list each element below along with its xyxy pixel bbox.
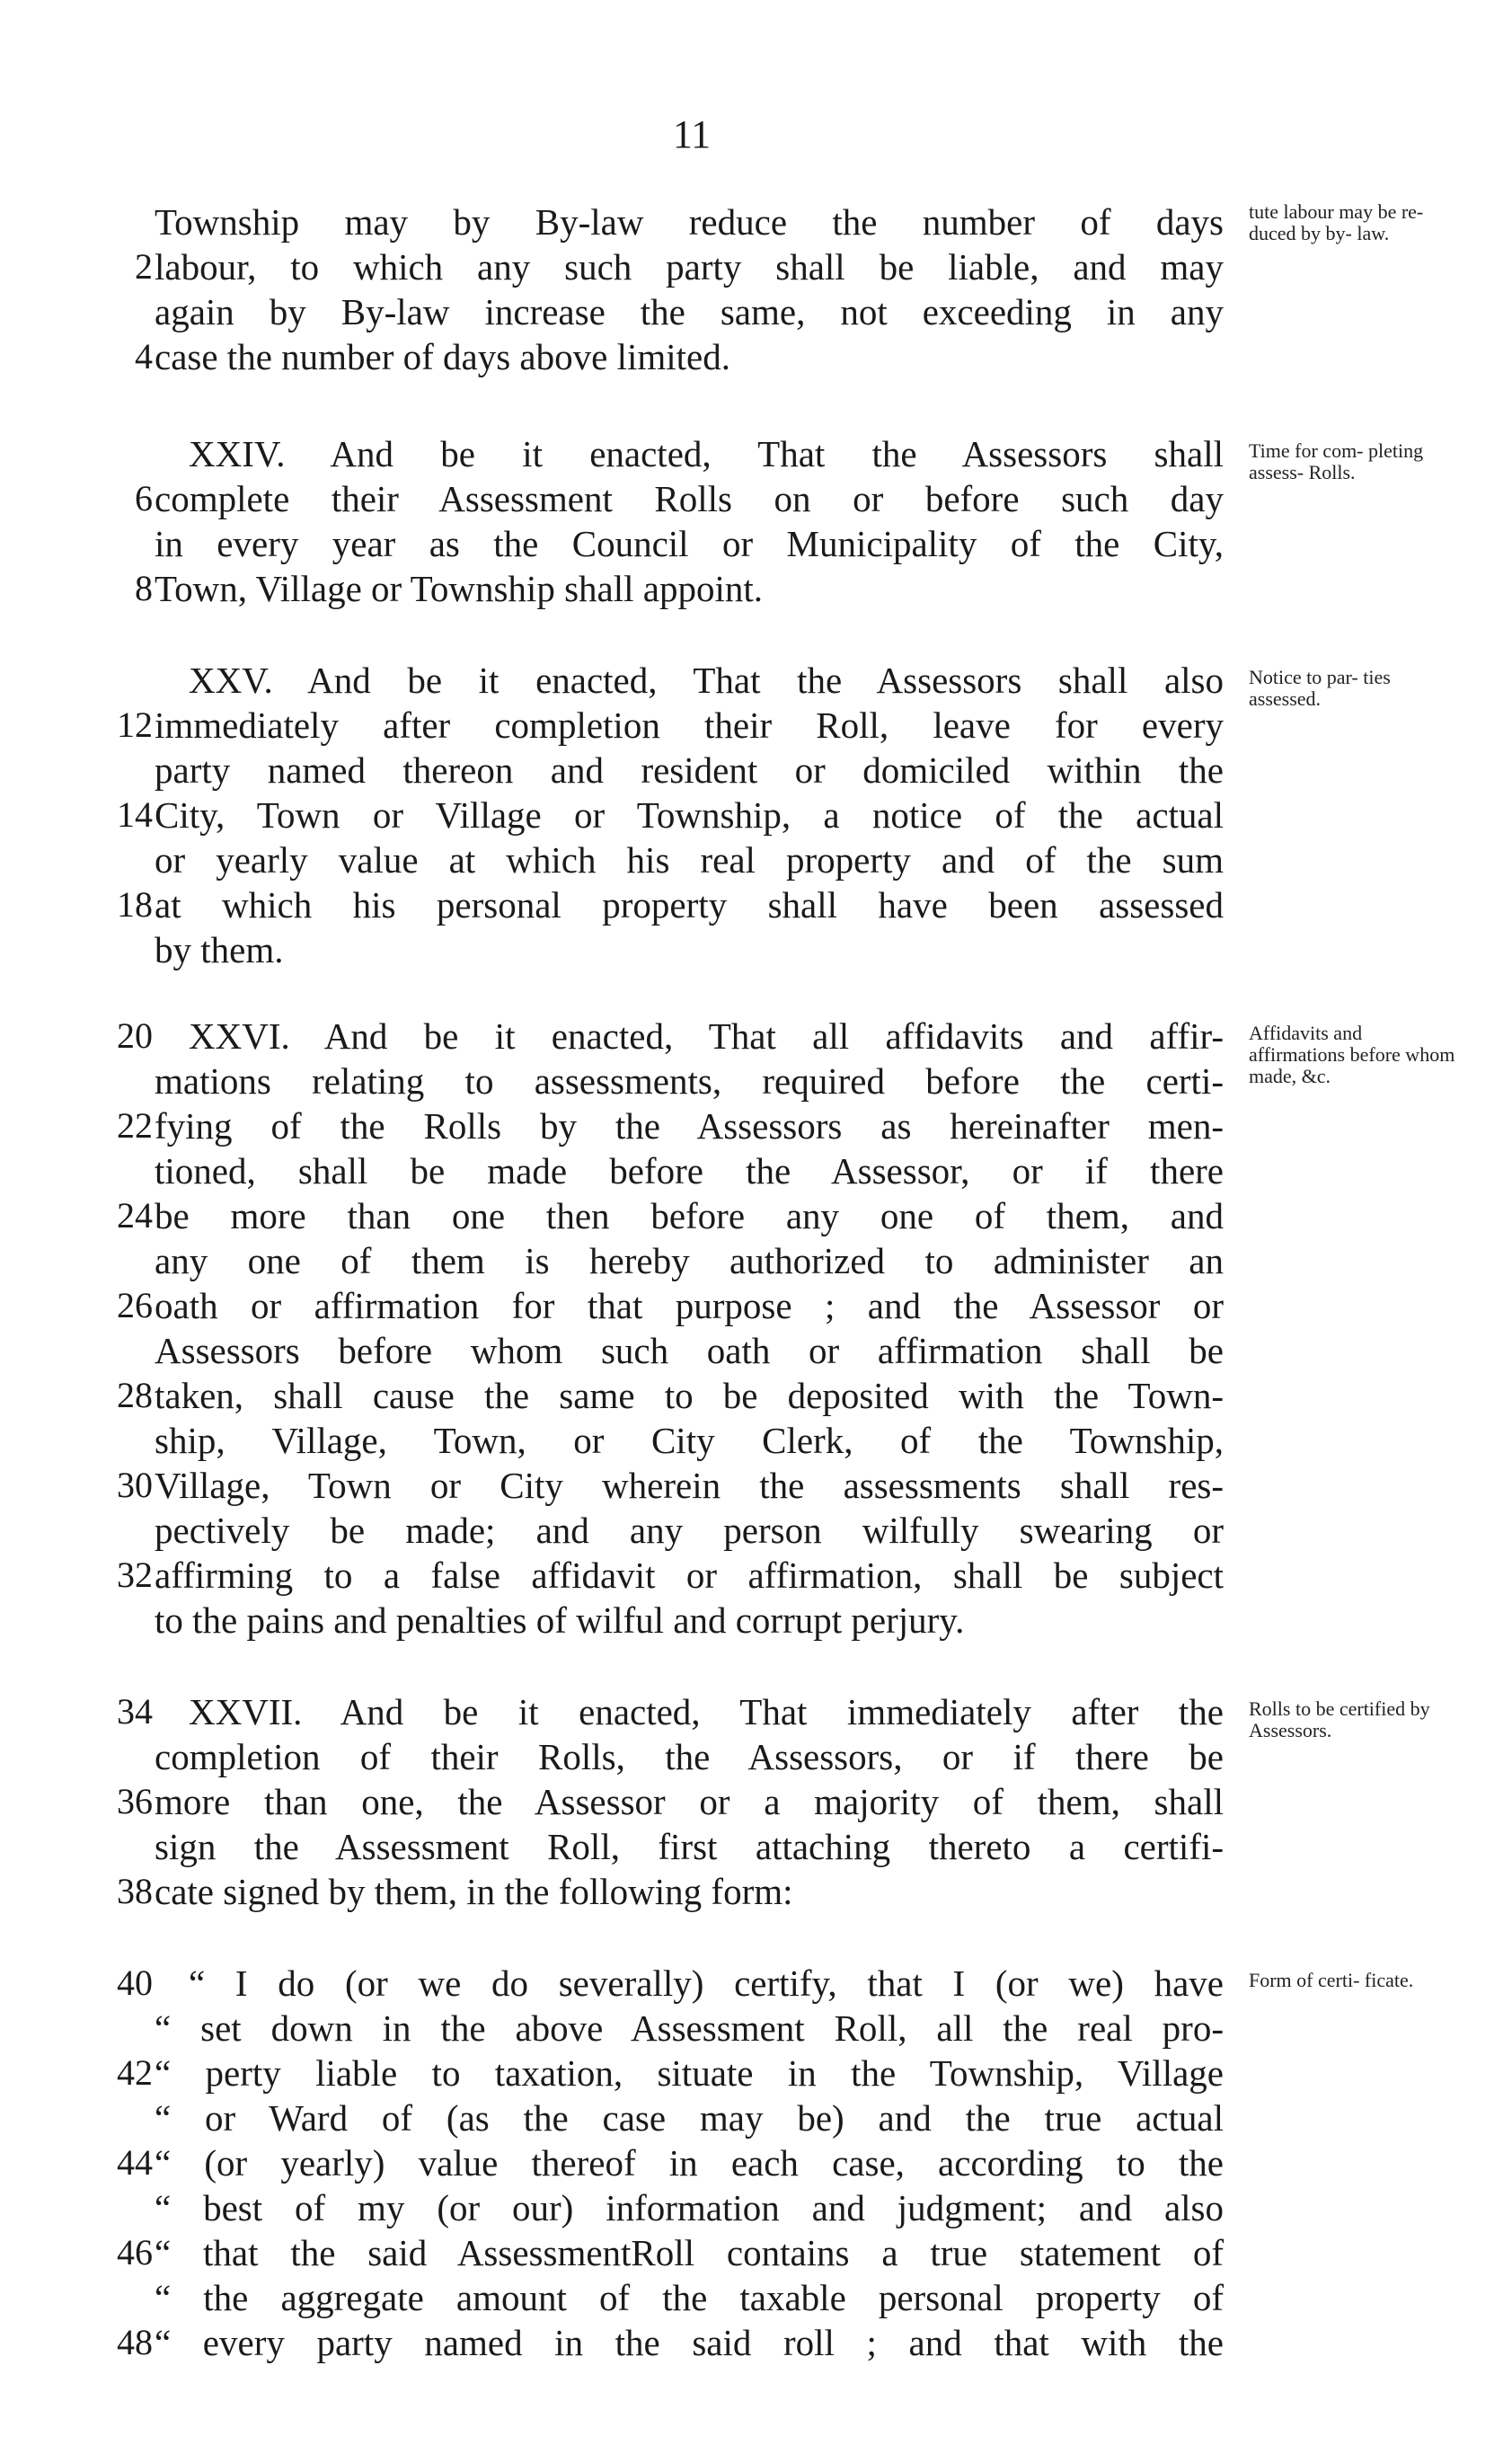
- line-text: be more than one then before any one of them, and: [155, 1195, 1224, 1236]
- text-line: [0, 2006, 1512, 2051]
- text-line: [0, 1238, 1512, 1283]
- text-line: [0, 244, 1512, 289]
- line-text: labour, to which any such party shall be liable, and may: [155, 246, 1224, 288]
- text-line: [0, 2275, 1512, 2320]
- line-number: 12: [117, 704, 153, 745]
- text-line: [0, 2320, 1512, 2365]
- line-text: pectively be made; and any person wilfully swearing or: [155, 1510, 1224, 1551]
- line-number: 22: [117, 1105, 153, 1146]
- line-text: to the pains and penalties of wilful and corrupt perjury.: [155, 1599, 965, 1641]
- text-line: [0, 882, 1512, 927]
- line-text: XXVI. And be it enacted, That all affidavits and affir-: [189, 1015, 1224, 1057]
- line-text: at which his personal property shall have been assessed: [155, 884, 1224, 926]
- line-text: “ that the said AssessmentRoll contains a true statement of: [155, 2232, 1224, 2273]
- line-number: 30: [117, 1465, 153, 1505]
- margin-note: Affidavits and affirmations before whom made, &c.: [1249, 1022, 1455, 1087]
- text-line: [0, 1598, 1512, 1643]
- line-number: 36: [117, 1781, 153, 1821]
- line-text: XXIV. And be it enacted, That the Assessors shall: [189, 433, 1224, 474]
- line-number: 2: [135, 246, 153, 287]
- line-text: “ I do (or we do severally) certify, that I (or we) have: [189, 1962, 1224, 2004]
- text-line: [0, 1283, 1512, 1328]
- line-text: Village, Town or City wherein the assessments shall res-: [155, 1465, 1224, 1506]
- line-text: “ (or yearly) value thereof in each case, according to the: [155, 2142, 1224, 2184]
- line-number: 14: [117, 794, 153, 835]
- margin-note: Form of certi- ficate.: [1249, 1969, 1414, 1991]
- text-line: [0, 334, 1512, 379]
- line-text: Assessors before whom such oath or affirmation shall be: [155, 1330, 1224, 1371]
- margin-note: Notice to par- ties assessed.: [1249, 666, 1391, 710]
- line-text: cate signed by them, in the following form:: [155, 1871, 793, 1912]
- text-line: [0, 1418, 1512, 1463]
- line-text: “ perty liable to taxation, situate in the Township, Village: [155, 2052, 1224, 2094]
- line-text: “ set down in the above Assessment Roll, all the real pro-: [155, 2007, 1224, 2049]
- text-line: [0, 1193, 1512, 1238]
- line-text: City, Town or Village or Township, a notice of the actual: [155, 794, 1224, 836]
- margin-note: Rolls to be certified by Assessors.: [1249, 1697, 1430, 1741]
- text-line: [0, 289, 1512, 334]
- text-line: [0, 1508, 1512, 1553]
- line-number: 20: [117, 1015, 153, 1056]
- line-number: 4: [135, 336, 153, 377]
- line-number: 44: [117, 2142, 153, 2183]
- line-number: 34: [117, 1691, 153, 1732]
- text-line: [0, 2051, 1512, 2095]
- line-text: tioned, shall be made before the Assessor, or if there: [155, 1150, 1224, 1192]
- text-line: [0, 1148, 1512, 1193]
- line-text: any one of them is hereby authorized to administer an: [155, 1240, 1224, 1281]
- line-text: XXV. And be it enacted, That the Assessors shall also: [189, 660, 1224, 701]
- margin-note: Time for com- pleting assess- Rolls.: [1249, 439, 1424, 483]
- line-text: XXVII. And be it enacted, That immediately after the: [189, 1691, 1224, 1732]
- margin-note: tute labour may be re- duced by by- law.: [1249, 200, 1424, 244]
- line-text: Township may by By-law reduce the number of days: [155, 201, 1224, 243]
- text-line: [0, 2230, 1512, 2275]
- section-s24: [0, 431, 1512, 611]
- text-line: [0, 837, 1512, 882]
- line-text: sign the Assessment Roll, first attaching thereto a certifi-: [155, 1826, 1224, 1867]
- text-line: [0, 748, 1512, 793]
- line-text: mations relating to assessments, required before the certi-: [155, 1060, 1224, 1102]
- line-number: 40: [117, 1962, 153, 2003]
- line-text: fying of the Rolls by the Assessors as hereinafter men-: [155, 1105, 1224, 1147]
- line-number: 28: [117, 1375, 153, 1415]
- line-text: case the number of days above limited.: [155, 336, 730, 377]
- text-line: [0, 793, 1512, 837]
- line-text: Town, Village or Township shall appoint.: [155, 568, 763, 609]
- line-number: 18: [117, 884, 153, 925]
- line-number: 46: [117, 2232, 153, 2273]
- line-text: by them.: [155, 929, 284, 970]
- line-number: 8: [135, 568, 153, 608]
- line-number: 26: [117, 1285, 153, 1325]
- line-text: or yearly value at which his real property and of the sum: [155, 839, 1224, 881]
- text-line: [0, 521, 1512, 566]
- line-text: ship, Village, Town, or City Clerk, of the Township,: [155, 1420, 1224, 1461]
- text-line: [0, 1373, 1512, 1418]
- line-number: 24: [117, 1195, 153, 1236]
- text-line: [0, 1869, 1512, 1914]
- line-text: “ best of my (or our) information and judgment; and also: [155, 2187, 1224, 2228]
- text-line: [0, 1824, 1512, 1869]
- text-line: [0, 2185, 1512, 2230]
- line-number: 38: [117, 1871, 153, 1911]
- line-text: completion of their Rolls, the Assessors, or if there be: [155, 1736, 1224, 1777]
- text-line: [0, 927, 1512, 972]
- text-line: [0, 1103, 1512, 1148]
- line-text: oath or affirmation for that purpose ; and the Assessor or: [155, 1285, 1224, 1326]
- text-line: [0, 1779, 1512, 1824]
- line-number: 6: [135, 478, 153, 518]
- line-text: “ the aggregate amount of the taxable personal property of: [155, 2277, 1224, 2318]
- line-text: more than one, the Assessor or a majority of them, shall: [155, 1781, 1224, 1822]
- text-line: [0, 1463, 1512, 1508]
- line-text: complete their Assessment Rolls on or before such day: [155, 478, 1224, 519]
- text-line: [0, 2140, 1512, 2185]
- section-s27: [0, 1689, 1512, 1914]
- line-text: “ or Ward of (as the case may be) and the true actual: [155, 2097, 1224, 2139]
- page-number: 11: [672, 112, 712, 156]
- text-line: [0, 2095, 1512, 2140]
- line-text: “ every party named in the said roll ; and that with the: [155, 2322, 1224, 2363]
- line-number: 48: [117, 2322, 153, 2362]
- line-number: 42: [117, 2052, 153, 2093]
- text-line: [0, 566, 1512, 611]
- line-text: again by By-law increase the same, not exceeding in any: [155, 291, 1224, 332]
- section-carryover: [0, 199, 1512, 379]
- line-text: in every year as the Council or Municipality of the City,: [155, 523, 1224, 564]
- section-form: [0, 1961, 1512, 2365]
- text-line: [0, 1328, 1512, 1373]
- line-text: taken, shall cause the same to be deposited with the Town-: [155, 1375, 1224, 1416]
- section-s25: [0, 658, 1512, 972]
- line-text: immediately after completion their Roll, leave for every: [155, 704, 1224, 746]
- line-text: party named thereon and resident or domiciled within the: [155, 749, 1224, 791]
- line-number: 32: [117, 1555, 153, 1595]
- section-s26: [0, 1014, 1512, 1643]
- line-text: affirming to a false affidavit or affirmation, shall be subject: [155, 1555, 1224, 1596]
- text-line: [0, 1553, 1512, 1598]
